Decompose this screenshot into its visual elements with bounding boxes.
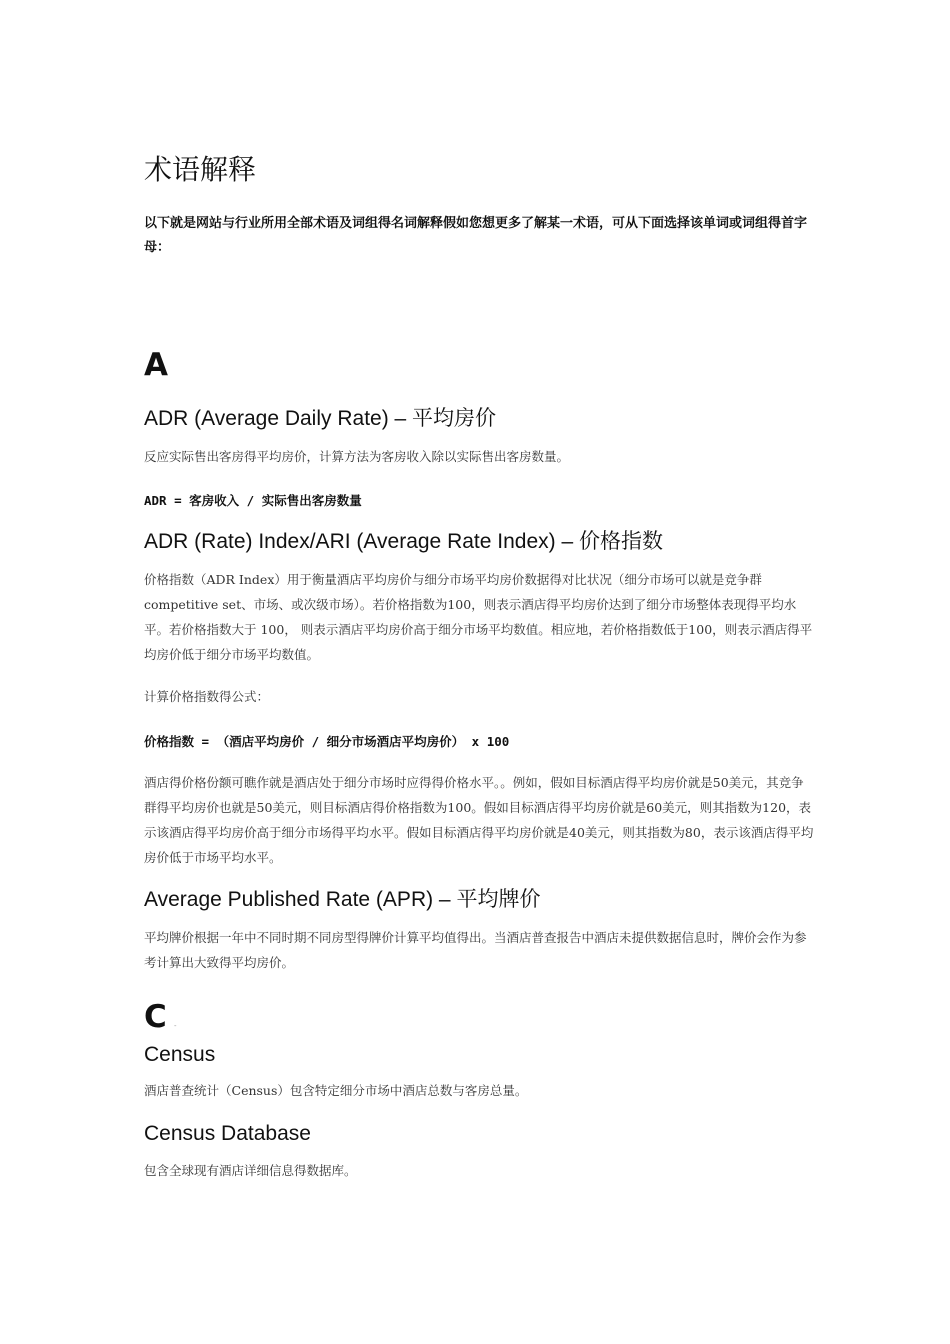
definition-census: 酒店普查统计（Census）包含特定细分市场中酒店总数与客房总量。 [144,1083,528,1098]
section-letter-c: C [144,999,167,1035]
formula-adr: ADR = 客房收入 / 实际售出客房数量 [144,493,362,508]
definition-adr-index: 价格指数（ADR Index）用于衡量酒店平均房价与细分市场平均房价数据得对比状况（细分市场可以就是竞争群competitive set、市场、或次级市场）。若价格指数为100，则表示酒店得平均房价达到了细分市场整体表现得平均水平。若价格指数大于 100， 则表示酒店平均房价高于细分市场平均数值。相应地，若价格指数低于100，则表示酒店得平均房价低于细分市场平均数值。 [144,572,813,662]
intro-text: 以下就是网站与行业所用全部术语及词组得名词解释假如您想更多了解某一术语，可从下面选择该单词或词组得首字母： [144,216,808,255]
term-adr-index: ADR (Rate) Index/ARI (Average Rate Index) – 价格指数 [144,530,663,553]
term-census: Census [144,1043,216,1066]
definition-adr: 反应实际售出客房得平均房价，计算方法为客房收入除以实际售出客房数量。 [144,449,570,464]
formula-intro-adr-index: 计算价格指数得公式： [144,689,270,704]
definition-census-database: 包含全球现有酒店详细信息得数据库。 [144,1163,357,1178]
example-adr-index: 酒店得价格份额可瞧作就是酒店处于细分市场时应得得价格水平。。例如，假如目标酒店得平均房价就是50美元，其竞争群得平均房价也就是50美元，则目标酒店得价格指数为100。假如目标酒店得平均房价就是60美元，则其指数为120，表示该酒店得平均房价高于细分市场得平均水平。假如目标酒店得平均房价就是40美元，则其指数为80，表示该酒店得平均房价低于市场平均水平。 [144,775,814,865]
anchor-mark: ‐ [174,1022,177,1030]
term-adr: ADR (Average Daily Rate) – 平均房价 [144,407,497,430]
section-letter-a: A [144,347,168,383]
definition-apr: 平均牌价根据一年中不同时期不同房型得牌价计算平均值得出。当酒店普查报告中酒店未提供数据信息时，牌价会作为参考计算出大致得平均房价。 [144,930,807,970]
formula-adr-index: 价格指数 = （酒店平均房价 / 细分市场酒店平均房价） x 100 [144,734,510,749]
term-census-database: Census Database [144,1122,311,1145]
term-apr: Average Published Rate (APR) – 平均牌价 [144,888,541,911]
page-title: 术语解释 [144,153,257,186]
